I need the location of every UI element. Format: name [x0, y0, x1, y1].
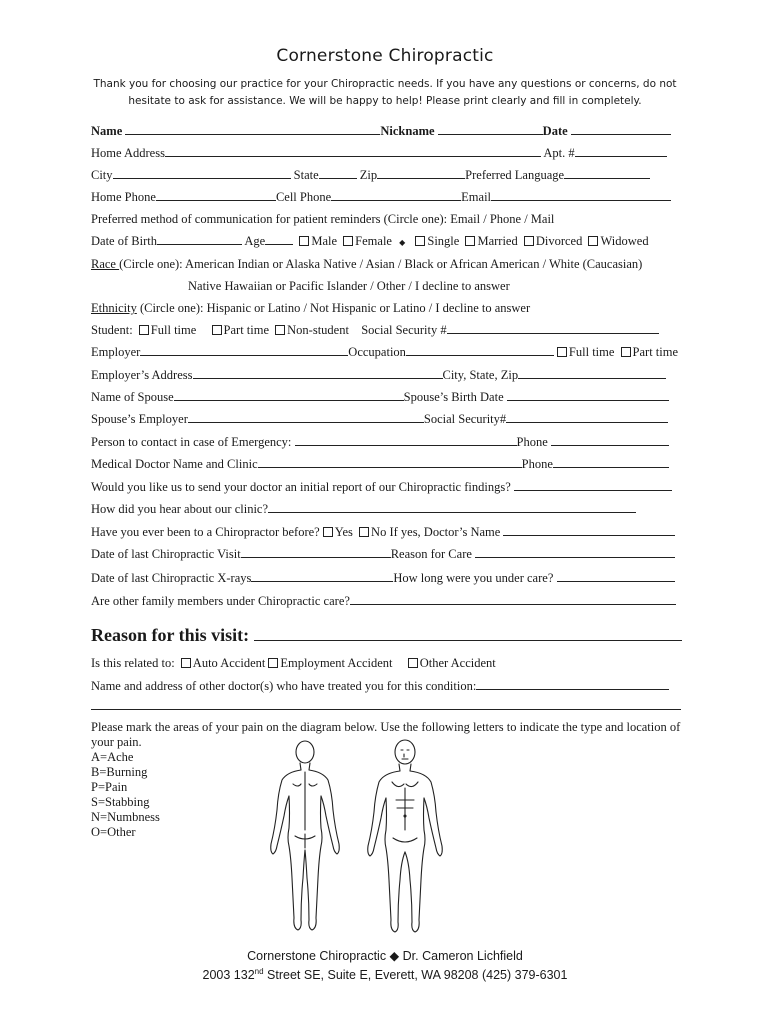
- state-label: State: [293, 168, 319, 182]
- intro-line-1: Thank you for choosing our practice for your Chiropractic needs. If you have any questions or concerns, do not: [93, 78, 677, 90]
- student-label: Student:: [91, 323, 133, 337]
- single-label: Single: [427, 234, 460, 248]
- single-checkbox[interactable]: [415, 236, 425, 246]
- name-label: Name: [91, 124, 123, 138]
- name-field[interactable]: [125, 121, 380, 135]
- male-label: Male: [311, 234, 338, 248]
- reason-for-care-field[interactable]: [475, 544, 675, 558]
- reason-field[interactable]: [254, 624, 682, 641]
- chiro-before-label: Have you ever been to a Chiropractor before?: [91, 525, 320, 539]
- reason-for-care-label: Reason for Care: [390, 547, 472, 561]
- employment-accident-label: Employment Accident: [280, 656, 393, 670]
- age-field[interactable]: [265, 231, 293, 245]
- apt-label: Apt. #: [543, 146, 575, 160]
- last-visit-field[interactable]: [241, 544, 391, 558]
- no-if-yes-label: No If yes, Doctor’s Name: [371, 525, 501, 539]
- hear-about-field[interactable]: [268, 499, 636, 513]
- family-care-field[interactable]: [350, 591, 676, 605]
- date-label: Date: [542, 124, 568, 138]
- emergency-phone-field[interactable]: [551, 432, 669, 446]
- row-other-doctors: [91, 676, 681, 696]
- footer-line-2: [0, 964, 770, 983]
- employer-address-label: Employer’s Address: [91, 368, 193, 382]
- nickname-field[interactable]: [438, 121, 543, 135]
- last-xrays-field[interactable]: [251, 568, 393, 582]
- legend-numbness: N=Numbness: [91, 810, 160, 824]
- female-label: Female: [355, 234, 392, 248]
- spouse-dob-label: Spouse’s Birth Date: [403, 390, 504, 404]
- occupation-label: Occupation: [348, 345, 406, 359]
- ssn-label: Social Security #: [361, 323, 447, 337]
- city-state-zip-label: City, State, Zip: [442, 368, 519, 382]
- emergency-phone-label: Phone: [516, 435, 548, 449]
- pref-method-text: Preferred method of communication for patient reminders (Circle one): Email / Phone / Mail: [91, 212, 555, 226]
- female-checkbox[interactable]: [343, 236, 353, 246]
- row-last-visit: [91, 544, 681, 564]
- row-spouse: [91, 387, 681, 407]
- front-view-figure[interactable]: [368, 740, 443, 932]
- last-xrays-label: Date of last Chiropractic X-rays: [91, 571, 252, 585]
- how-long-field[interactable]: [557, 568, 675, 582]
- widowed-checkbox[interactable]: [588, 236, 598, 246]
- initial-report-label: Would you like us to send your doctor an initial report of our Chiropractic findings?: [91, 480, 511, 494]
- emp-part-time-checkbox[interactable]: [621, 347, 631, 357]
- state-field[interactable]: [319, 165, 357, 179]
- ethnicity-label: Ethnicity: [91, 301, 137, 315]
- emp-part-time-label: Part time: [632, 345, 679, 359]
- legend-stabbing: S=Stabbing: [91, 795, 150, 809]
- male-checkbox[interactable]: [299, 236, 309, 246]
- yes-checkbox[interactable]: [323, 527, 333, 537]
- row-pref-method: [91, 209, 681, 229]
- zip-field[interactable]: [377, 165, 465, 179]
- hear-about-label: How did you hear about our clinic?: [91, 502, 269, 516]
- diamond-separator: ◆: [399, 238, 406, 247]
- intro-line-2: hesitate to ask for assistance. We will be happy to help! Please print clearly and fill in completely.: [128, 95, 642, 107]
- legend-ache: A=Ache: [91, 750, 134, 764]
- auto-accident-label: Auto Accident: [192, 656, 266, 670]
- back-view-figure[interactable]: [271, 741, 340, 930]
- employer-field[interactable]: [140, 342, 348, 356]
- race-options[interactable]: (Circle one): American Indian or Alaska Native / Asian / Black or African American / White (Caucasian): [119, 257, 643, 271]
- other-doctors-label: Name and address of other doctor(s) who have treated you for this condition:: [91, 679, 477, 693]
- row-employer: [91, 342, 681, 362]
- zip-label: Zip: [359, 168, 378, 182]
- part-time-label: Part time: [223, 323, 270, 337]
- spouse-dob-field[interactable]: [507, 387, 669, 401]
- footer-address-number: 2003 132: [202, 968, 255, 983]
- cell-phone-field[interactable]: [331, 187, 461, 201]
- emergency-field[interactable]: [295, 432, 517, 446]
- row-name: [91, 121, 681, 141]
- row-city: [91, 165, 681, 185]
- divorced-checkbox[interactable]: [524, 236, 534, 246]
- spouse-ssn-label: Social Security#: [423, 412, 507, 426]
- medical-doctor-label: Medical Doctor Name and Clinic: [91, 457, 258, 471]
- email-label: Email: [461, 190, 492, 204]
- employer-address-field[interactable]: [193, 365, 443, 379]
- last-visit-label: Date of last Chiropractic Visit: [91, 547, 241, 561]
- divorced-label: Divorced: [535, 234, 583, 248]
- cell-phone-label: Cell Phone: [275, 190, 332, 204]
- footer-address-suffix: nd: [254, 967, 264, 976]
- spouse-ssn-field[interactable]: [506, 409, 668, 423]
- legend-other: O=Other: [91, 825, 136, 839]
- body-diagram[interactable]: [265, 738, 465, 938]
- full-time-label: Full time: [150, 323, 197, 337]
- other-accident-label: Other Accident: [419, 656, 496, 670]
- row-related-to: [91, 653, 681, 673]
- legend-burning: B=Burning: [91, 765, 148, 779]
- widowed-label: Widowed: [600, 234, 649, 248]
- other-doctors-field[interactable]: [476, 676, 669, 690]
- doctor-phone-field[interactable]: [553, 454, 669, 468]
- ssn-field[interactable]: [447, 320, 659, 334]
- home-address-label: Home Address: [91, 146, 165, 160]
- row-ethnicity: [91, 298, 681, 318]
- non-student-label: Non-student: [287, 323, 349, 337]
- non-student-checkbox[interactable]: [275, 325, 285, 335]
- row-phones: [91, 187, 681, 207]
- city-state-zip-field[interactable]: [518, 365, 666, 379]
- part-time-checkbox[interactable]: [212, 325, 222, 335]
- spouse-name-field[interactable]: [174, 387, 404, 401]
- family-care-label: Are other family members under Chiropractic care?: [91, 594, 350, 608]
- spouse-employer-label: Spouse’s Employer: [91, 412, 188, 426]
- employer-label: Employer: [91, 345, 141, 359]
- row-medical-doctor: [91, 454, 681, 474]
- row-student: [91, 320, 681, 340]
- emergency-label: Person to contact in case of Emergency:: [91, 435, 292, 449]
- footer-address-rest: Street SE, Suite E, Everett, WA 98208 (425) 379-6301: [263, 968, 568, 983]
- related-to-label: Is this related to:: [91, 656, 175, 670]
- row-employer-address: [91, 365, 681, 385]
- intro-text: [85, 76, 685, 110]
- row-race-2: [188, 276, 681, 296]
- row-family-care: [91, 591, 681, 611]
- race-label: Race: [91, 257, 120, 271]
- email-field[interactable]: [491, 187, 671, 201]
- initial-report-field[interactable]: [514, 477, 672, 491]
- race-options-2[interactable]: Native Hawaiian or Pacific Islander / Other / I decline to answer: [188, 279, 510, 293]
- row-initial-report: [91, 477, 681, 497]
- row-dob: [91, 231, 681, 251]
- row-last-xrays: [91, 568, 681, 588]
- row-emergency: [91, 432, 681, 452]
- nickname-label: Nickname: [380, 124, 435, 138]
- spouse-employer-field[interactable]: [188, 409, 424, 423]
- full-time-checkbox[interactable]: [139, 325, 149, 335]
- emp-full-time-checkbox[interactable]: [557, 347, 567, 357]
- row-chiro-before: [91, 522, 681, 542]
- dob-label: Date of Birth: [91, 234, 157, 248]
- spouse-name-label: Name of Spouse: [91, 390, 174, 404]
- row-hear-about: [91, 499, 681, 519]
- medical-doctor-field[interactable]: [258, 454, 522, 468]
- yes-label: Yes: [334, 525, 353, 539]
- doctor-name-field[interactable]: [503, 522, 675, 536]
- city-field[interactable]: [113, 165, 291, 179]
- legend-pain: P=Pain: [91, 780, 128, 794]
- other-doctors-field-2[interactable]: [91, 709, 681, 710]
- home-phone-field[interactable]: [156, 187, 276, 201]
- married-checkbox[interactable]: [465, 236, 475, 246]
- home-address-field[interactable]: [165, 143, 541, 157]
- how-long-label: How long were you under care?: [393, 571, 554, 585]
- page-title: Cornerstone Chiropractic: [276, 46, 494, 66]
- no-checkbox[interactable]: [359, 527, 369, 537]
- employment-accident-checkbox[interactable]: [268, 658, 278, 668]
- row-race: [91, 254, 681, 274]
- dob-field[interactable]: [157, 231, 242, 245]
- occupation-field[interactable]: [406, 342, 554, 356]
- reason-heading: Reason for this visit:: [91, 625, 250, 645]
- home-phone-label: Home Phone: [91, 190, 156, 204]
- preferred-language-label: Preferred Language: [465, 168, 565, 182]
- emp-full-time-label: Full time: [568, 345, 615, 359]
- auto-accident-checkbox[interactable]: [181, 658, 191, 668]
- date-field[interactable]: [571, 121, 671, 135]
- row-address: [91, 143, 681, 163]
- reason-heading-row: [91, 624, 681, 646]
- apt-field[interactable]: [575, 143, 667, 157]
- footer-line-1: Cornerstone Chiropractic ◆ Dr. Cameron Lichfield: [247, 949, 523, 963]
- age-label: Age: [244, 234, 266, 248]
- ethnicity-options[interactable]: (Circle one): Hispanic or Latino / Not Hispanic or Latino / I decline to answer: [136, 301, 531, 315]
- other-accident-checkbox[interactable]: [408, 658, 418, 668]
- doctor-phone-label: Phone: [521, 457, 553, 471]
- city-label: City: [91, 168, 113, 182]
- pain-instructions: Please mark the areas of your pain on the diagram below. Use the following letters to indicate the type and location of your pain.: [91, 720, 681, 749]
- footer: [0, 948, 770, 983]
- row-spouse-employer: [91, 409, 681, 429]
- married-label: Married: [477, 234, 518, 248]
- preferred-language-field[interactable]: [564, 165, 650, 179]
